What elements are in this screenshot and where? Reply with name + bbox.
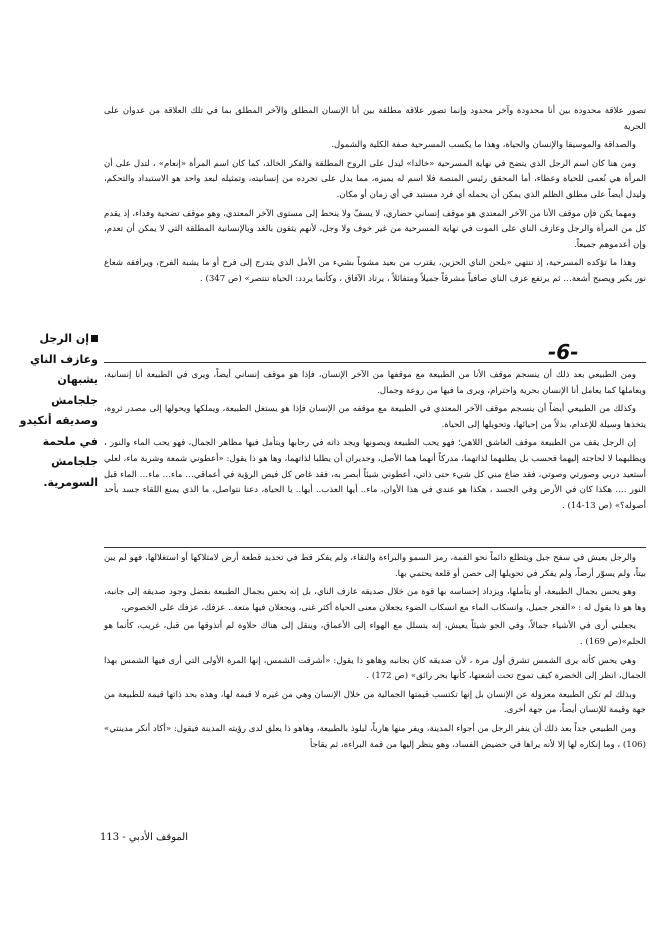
main-text-bottom	[104, 551, 646, 756]
paragraph: إن الرجل يقف من الطبيعة موقف العاشق اللاهي؛ فهو يحب الطبيعة ويصونها ويجد ذاته في رحابها ويتأمل فيها مظاهر الجمال، فهو يحب الماء والنور ، ويطلبهما لا لحاجته إليهما فحسب بل يطلبهما لذاتهما، مدركاً أنهما هما الأصل، وجديران أن يطلبا لذاتهما، وها هو ذا يقول: «أعطوني شمعة وشربة ماء، لعلي أستعيد دربي وصورتي وصوتي، فقد ضاع مني كل شيء حتى ذاتي، أعطوني شيئاً أبصر به، فقد غاص كل فيض الرؤية في أعماقي… ماء… ماء… الماء قبل النور …. هكذا كان في الأرض وفي الجسد ، هكذا هو عندي في هذا الأوان، ماء.. أيها العذب.. أيها.. يا الحياة، دعنا نتواصل، ما الذي يمنع اللقاء جسد بأحد أصوله؟» (ص 13-14) .	[104, 438, 646, 511]
paragraph: ومهما يكن فإن موقف الأنا من الآخر المعتدي هو موقف إنساني حضاري، لا يسفّ ولا ينحط إلى مستوى الآخر المعتدي، وهو موقف تضحية وفداء، إذ يقدم كل من المرأة والرجل وعازف الناي على الموت في نهاية المسرحية من غير خوف ولا وجل، لأنهم يثقون بالغد وبالإنسانية المطلقة التي لا يمكن أن تعدم، وإن أعدموهم جميعاً.	[104, 208, 646, 250]
main-text-section-6	[104, 368, 646, 517]
paragraph: ومن هنا كان اسم الرجل الذي يتضح في نهاية المسرحية «خالدا» ليدل على الروح المطلقة والفكر الخالد، كما كان اسم المرأة «إنعام» ، لتدل على أن المرأة هي نُعمى للحياة وعطاء، أما المحقق رئيس المنصة فلا اسم له يميزه، مما يدل على تجرده من إنسانيته، وتمثيله لبعد واحد هو الاستبداد والتحكم، وليدل أيضاً على مطلق الظلم الذي يمكن أن يحمله أي فرد مستبد في أي زمان أو مكان.	[104, 158, 646, 200]
paragraph: وبذلك لم تكن الطبيعة معزولة عن الإنسان بل إنها تكتسب قيمتها الجمالية من خلال الإنسان وهي من غيره لا قيمة لها، وهذه بحد ذاتها قيمة للطبيعة من جهة وقيمة للإنسان أيضاً، من جهة أخرى.	[104, 689, 646, 716]
section-divider	[104, 362, 646, 363]
paragraph-divider	[104, 547, 646, 548]
section-number: -6-	[548, 340, 579, 364]
square-bullet-icon	[91, 335, 98, 342]
paragraph: وهو يحس بجمال الطبيعة، أو يتأملها، ويزداد إحساسه بها قوة من خلال صديقه عازف الناي، بل إنه يحس بجمال الطبيعة بفضل وجود صديقه إلى جانبه، وها هو ذا يقول له : «الفجر جميل، وانسكاب الماء مع انسكاب الضوء يجعلان معنى الحياة أكثر غنى، ويجعلان فيها متعة.. عزفك، عزفك على الخصوص،	[104, 587, 646, 613]
paragraph: وكذلك من الطبيعي أيضاً أن ينسجم موقف الآخر المعتدي في الطبيعة مع موقفه من الإنسان فإذا هو يستغل الطبيعة، ويملكها ويحولها إلى مصدر ثروة، يتخذها وسيلة للإعدام، بدلاً من إحيائها، وتحويلها إلى الحياة.	[104, 404, 646, 430]
paragraph: وهذا ما تؤكده المسرحية، إذ تنتهي «بلحن الناي الحزين، يقترب من بعيد مشوباً بشيء من الأمل الذي يتدرج إلى فرح أو ما يشبه الفرح، ويرافقه شعاع نور يكبر ويصبح أشعة… ثم يرتفع عزف الناي صافياً مشرقاً جميلاً ومتفائلاً ، يرتاد الآفاق ، وكأنما يردد: الحياة تنتصر» (ص 347) .	[104, 258, 646, 284]
pull-quote-text: إن الرجل وعازف الناي يشبهان جلجامش وصديقه أنكيدو في ملحمة جلجامش السومرية.	[19, 332, 98, 489]
paragraph: وهي يحس كأنه يرى الشمس تشرق أول مرة ، لأن صديقه كان بجانبه وهاهو ذا يقول: «أشرقت الشمس، إنها المرة الأولى التي أرى فيها الشمس بهذا الجمال، انظر إلى الخضرة كيف تموج تحت أشعتها، كأنها بحر رائق» (ص 172) .	[104, 655, 646, 682]
page-footer: الموقف الأدبي - 113	[100, 832, 188, 843]
paragraph: تصور علاقة محدودة بين أنا محدودة وآخر محدود وإنما تصور علاقة مطلقة بين أنا الإنسان المطلق والآخر المطلق بما في تلك العلاقة من عدوان على الحرية	[104, 106, 646, 132]
main-text-top	[104, 104, 646, 291]
paragraph: والصداقة والموسيقا والإنسان والحياة، وهذا ما يكسب المسرحية صفة الكلية والشمول.	[331, 140, 636, 151]
sidebar-pull-quote	[8, 329, 98, 493]
paragraph: ومن الطبيعي بعد ذلك أن ينسجم موقف الأنا من الطبيعة مع موقفها من الآخر الإنسان، فإذا هو موقف إنساني أيضاً، ويرى في الطبيعة أنا إنسانية، ويعاملها كما يعامل أنا الإنسان بحرية واحترام، ويرى ما فيها من روعة وجمال.	[104, 370, 646, 396]
paragraph: يجعلني أرى في الأشياء جمالاً، وفي الجو شيئاً يعيش، إنه يتسلل مع الهواء إلى الأعماق، وينقل إلى هناك حلاوة لم أتذوقها من قبل، غريب، كأنما هو الحلم»(ص 169) .	[104, 621, 646, 647]
paragraph: ومن الطبيعي جداً بعد ذلك أن ينفر الرجل من أجواء المدينة، ويفر منها هارباً، ليلوذ بالطبيعة، وهاهو ذا يعلق لدى رؤيته المدينة فيقول: «أكاد أنكر مدينتي» (106) ، وما إنكاره لها إلا لأنه يراها في حضيض الفساد، وهو ينظر إليها من قمة البراءة، ثم يقاجأ	[104, 723, 646, 750]
paragraph: والرجل يعيش في سفح جبل ويتطلع دائماً نحو القمة، رمز السمو والبراءة والنقاء، ولم يفكر قط في تحديد قطعة أرض لامتلاكها أو استغلالها، فهو لم يبن بيتاً، ولم يسوّر أرضاً، ولم يفكر في تحويلها إلى حصن أو قلعة يحتمي بها.	[104, 553, 646, 579]
